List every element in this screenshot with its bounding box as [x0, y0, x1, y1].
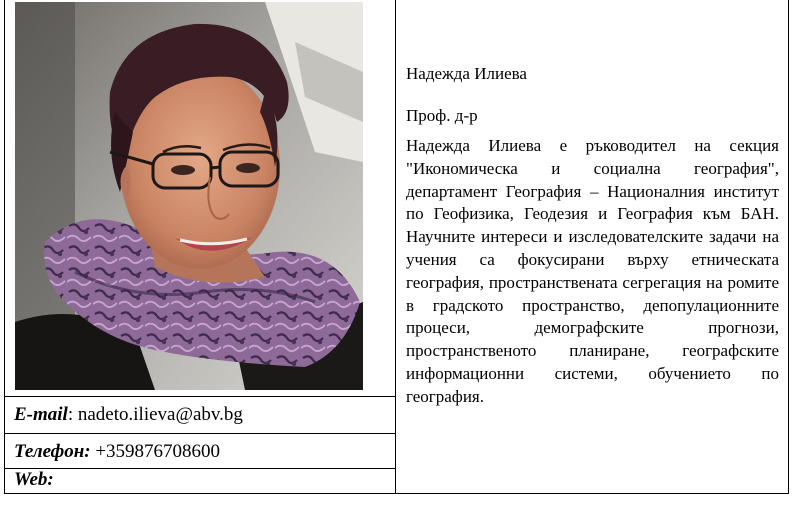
biography-text: Надежда Илиева е ръководител на секция "Икономическа и социална география", департамент География – Националния институт по Геофизика, Геодезия и География към БАН. Научните интереси и изследователските задачи на учения са фокусирани върху етническата география, пространствената сегрегация на ромите в градското пространство, депопулационните процеси, демографските прогнози, пространственото планиране, географските информационни системи, обучението по география. — [406, 136, 779, 406]
photo-cell — [5, 0, 395, 397]
email-label: E-mail — [14, 404, 68, 425]
email-value[interactable]: nadeto.ilieva@abv.bg — [73, 404, 243, 425]
email-separator: : — [67, 404, 74, 425]
email-row — [5, 397, 395, 434]
left-column — [5, 0, 396, 493]
right-column — [396, 0, 788, 493]
web-row — [5, 469, 395, 493]
phone-row — [5, 434, 395, 469]
academic-title: Проф. д-р — [406, 106, 478, 125]
profile-table — [4, 0, 789, 494]
profile-photo — [15, 2, 363, 390]
person-name: Надежда Илиева — [406, 64, 527, 83]
web-label: Web: — [14, 469, 54, 490]
phone-value: +359876708600 — [90, 441, 221, 462]
phone-label: Телефон: — [14, 441, 91, 462]
